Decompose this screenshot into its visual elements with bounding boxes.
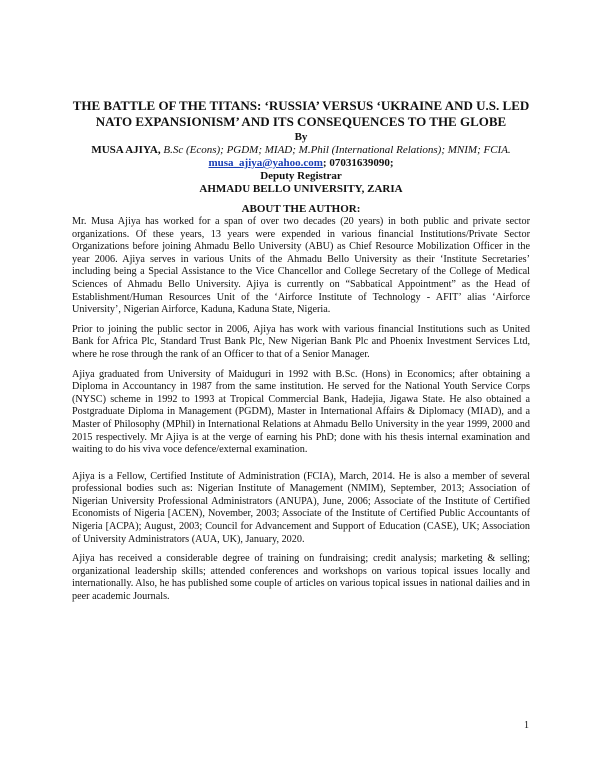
author-name: MUSA AJIYA,	[91, 144, 161, 156]
paragraph-5: Ajiya has received a considerable degree of training on fundraising; credit analysis; marketing & selling; organizational leadership skills; attended conferences and workshops on various topical issues locally and internationally. Also, he has published some couple of articles on various topical issues in national dailies and in peer academic Journals.	[72, 553, 530, 603]
paragraph-1: Mr. Musa Ajiya has worked for a span of over two decades (20 years) in both public and private sector organizations. Of these years, 13 years were expended in various financial Institutions/Private Sector Organizations before joining Ahmadu Bello University (ABU) as Chief Resource Mobilization Officer in the year 2006. Ajiya serves in various Units of the Ahmadu Bello University as their ‘Institute Secretaries’ including being a Special Assistance to the Vice Chancellor and College Secretary of the College of Medical Sciences of Ahmadu Bello University. Ajiya is currently on “Sabbatical Appointment” as the Head of Establishment/Human Resources Unit of the ‘Airforce Institute of Technology - AFIT’ alias ‘Airforce University’, Nigerian Airforce, Kaduna, Kaduna State, Nigeria.	[72, 216, 530, 316]
document-page	[72, 98, 530, 604]
phone-number: ; 07031639090;	[322, 157, 394, 169]
email-link[interactable]: musa_ajiya@yahoo.com	[208, 157, 323, 169]
author-line	[72, 144, 530, 157]
author-position: Deputy Registrar	[260, 170, 342, 182]
contact-line	[72, 157, 530, 170]
paragraph-2: Prior to joining the public sector in 2006, Ajiya has work with various financial Institutions such as United Bank for Africa Plc, Standard Trust Bank Plc, New Nigerian Bank Plc and Phoenix Investment Services Ltd, where he rose through the rank of an Officer to that of a Senior Manager.	[72, 323, 530, 360]
section-heading: ABOUT THE AUTHOR:	[241, 203, 361, 215]
document-title: THE BATTLE OF THE TITANS: ‘RUSSIA’ VERSUS ‘UKRAINE AND U.S. LED NATO EXPANSIONISM’ AND ITS CONSEQUENCES TO THE GLOBE	[72, 98, 530, 129]
paragraph-3: Ajiya graduated from University of Maiduguri in 1992 with B.Sc. (Hons) in Economics; after obtaining a Diploma in Accountancy in 1987 from the same institution. He served for the National Youth Service Corps (NYSC) scheme in 1992 to 1993 at Tropical Commercial Bank, Hadejia, Jigawa State. He also obtained a Postgraduate Diploma in Management (PGDM), Master in International Affairs & Diplomacy (MIAD), and a Master of Philosophy (MPhil) in International Relations at Ahmadu Bello University in the year 1999, 2000 and 2015 respectively. Mr Ajiya is at the verge of earning his PhD; done with his thesis internal examination and waiting to do his viva voce defence/external examination.	[72, 368, 530, 456]
page-number: 1	[524, 720, 529, 731]
author-credentials: B.Sc (Econs); PGDM; MIAD; M.Phil (International Relations); MNIM; FCIA.	[160, 144, 511, 156]
by-line: By	[294, 131, 308, 143]
author-institution: AHMADU BELLO UNIVERSITY, ZARIA	[199, 183, 403, 195]
paragraph-4: Ajiya is a Fellow, Certified Institute of Administration (FCIA), March, 2014. He is also a member of several professional bodies such as: Nigerian Institute of Management (NMIM), September, 2013; Association of Nigerian University Professional Administrators (ANUPA), June, 2006; Associate of the Institute of Certified Economists of Nigeria [ACEN), November, 2003; Associate of the Institute of Certified Public Accountants of Nigeria [ACPA); August, 2003; Council for Advancement and Support of Education (CASE), UK; Association of University Administrators (AUA, UK), January, 2020.	[72, 470, 530, 545]
